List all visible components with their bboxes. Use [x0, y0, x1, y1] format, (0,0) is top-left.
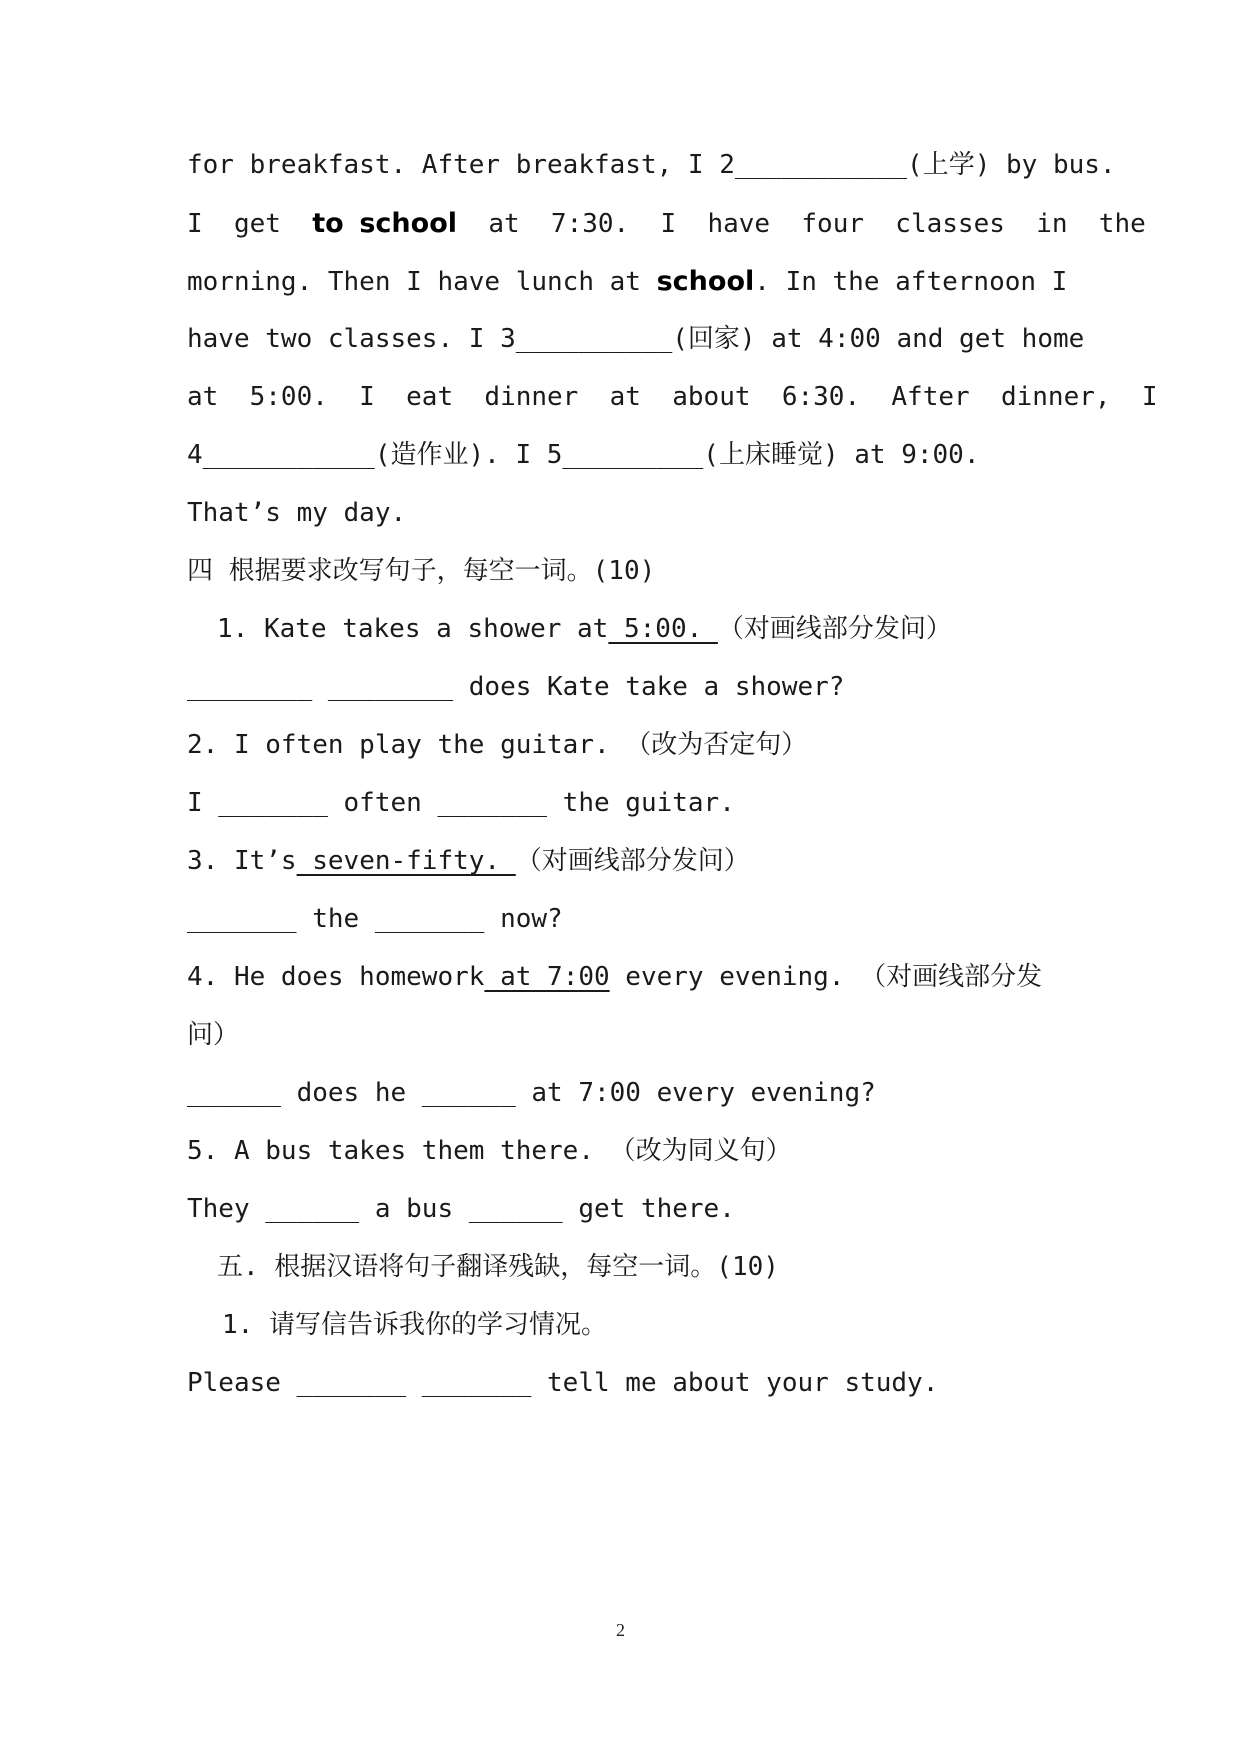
question-1: [217, 616, 952, 642]
translation-question-1: 1. 请写信告诉我你的学习情况。: [222, 1310, 607, 1340]
text-run: morning. Then I have lunch at: [187, 267, 657, 297]
passage-line-6: 4___________(造作业). I 5_________(上床睡觉) at 9:00.: [187, 440, 980, 470]
passage-line-4: have two classes. I 3__________(回家) at 4:00 and get home: [187, 324, 1085, 354]
text-run: [344, 209, 360, 239]
text-run: . In the afternoon I: [754, 267, 1068, 297]
passage-line-2: [187, 210, 1146, 237]
text-run: every evening. （对画线部分发: [609, 962, 1043, 992]
underlined-text: 5:00.: [608, 614, 718, 644]
answer-2: I _______ often _______ the guitar.: [187, 788, 735, 818]
bold-word: school: [656, 266, 755, 297]
question-2: 2. I often play the guitar. （改为否定句）: [187, 730, 808, 760]
answer-1: ________ ________ does Kate take a shower?: [187, 672, 845, 702]
question-5: 5. A bus takes them there. （改为同义句）: [187, 1136, 792, 1166]
text-run: 1. Kate takes a shower at: [217, 614, 609, 644]
passage-line-5: at 5:00. I eat dinner at about 6:30. After dinner, I: [187, 382, 1158, 412]
answer-3: _______ the _______ now?: [187, 904, 563, 934]
question-4: [187, 964, 1042, 990]
answer-5: They ______ a bus ______ get there.: [187, 1194, 735, 1224]
bold-word: to: [312, 208, 344, 239]
text-run: 4. He does homework: [187, 962, 485, 992]
question-3: [187, 848, 750, 874]
text-run: I get: [187, 209, 313, 239]
section-4-title: 四 根据要求改写句子，每空一词。(10): [187, 556, 656, 586]
passage-line-3: [187, 268, 1067, 295]
answer-4: ______ does he ______ at 7:00 every evening?: [187, 1078, 876, 1108]
instruction: （对画线部分发问）: [717, 614, 952, 644]
page-number: 2: [616, 1620, 625, 1640]
underlined-text: at 7:00: [484, 962, 610, 992]
translation-answer-1: Please _______ _______ tell me about your study.: [187, 1368, 939, 1398]
text-run: 3. It’s: [187, 846, 297, 876]
section-5-title: 五. 根据汉语将句子翻译残缺，每空一词。(10): [217, 1252, 779, 1282]
question-4-continued: 问）: [187, 1020, 240, 1050]
underlined-text: seven-fifty.: [296, 846, 516, 876]
passage-line-7: That’s my day.: [187, 498, 407, 528]
instruction: （对画线部分发问）: [515, 846, 750, 876]
passage-line-1: for breakfast. After breakfast, I 2___________(上学) by bus.: [187, 150, 1116, 180]
text-run: at 7:30. I have four classes in the: [457, 209, 1146, 239]
bold-word: school: [359, 208, 458, 239]
